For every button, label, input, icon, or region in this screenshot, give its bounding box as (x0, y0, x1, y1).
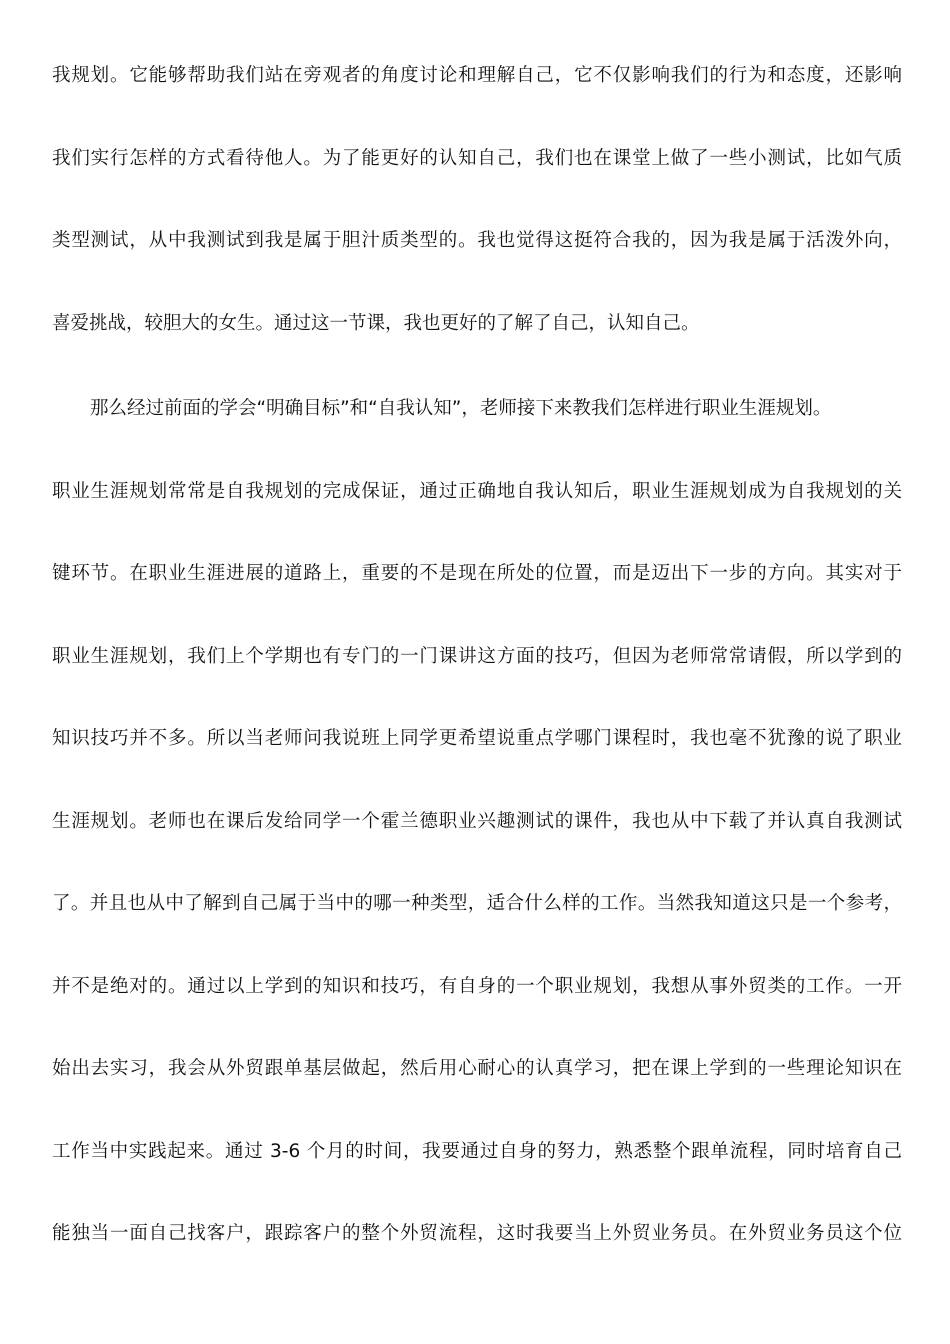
text-line: 能独当一面自己找客户，跟踪客户的整个外贸流程，这时我要当上外贸业务员。在外贸业务员这个位 (52, 1223, 902, 1244)
paragraph-first-line: 那么经过前面的学会“明确目标”和“自我认知”，老师接下来教我们怎样进行职业生涯规划。 (90, 398, 832, 419)
text-line: 我规划。它能够帮助我们站在旁观者的角度讨论和理解自己，它不仅影响我们的行为和态度，还影响 (52, 65, 902, 86)
text-line: 生涯规划。老师也在课后发给同学一个霍兰德职业兴趣测试的课件，我也从中下载了并认真自我测试 (52, 811, 902, 832)
text-line: 并不是绝对的。通过以上学到的知识和技巧，有自身的一个职业规划，我想从事外贸类的工作。一开 (52, 976, 902, 997)
text-line: 始出去实习，我会从外贸跟单基层做起，然后用心耐心的认真学习，把在课上学到的一些理论知识在 (52, 1058, 902, 1079)
text-line: 知识技巧并不多。所以当老师问我说班上同学更希望说重点学哪门课程时，我也毫不犹豫的说了职业 (52, 728, 902, 749)
text-line: 类型测试，从中我测试到我是属于胆汁质类型的。我也觉得这挺符合我的，因为我是属于活泼外向， (52, 230, 902, 251)
text-line: 键环节。在职业生涯进展的道路上，重要的不是现在所处的位置，而是迈出下一步的方向。其实对于 (52, 563, 902, 584)
text-line: 职业生涯规划常常是自我规划的完成保证，通过正确地自我认知后，职业生涯规划成为自我规划的关 (52, 481, 902, 502)
text-line: 工作当中实践起来。通过 3-6 个月的时间，我要通过自身的努力，熟悉整个跟单流程，同时培育自己 (52, 1141, 902, 1162)
text-line: 了。并且也从中了解到自己属于当中的哪一种类型，适合什么样的工作。当然我知道这只是一个参考， (52, 893, 902, 914)
text-line: 喜爱挑战，较胆大的女生。通过这一节课，我也更好的了解了自己，认知自己。 (52, 313, 700, 334)
text-line: 我们实行怎样的方式看待他人。为了能更好的认知自己，我们也在课堂上做了一些小测试，比如气质 (52, 148, 902, 169)
text-line: 职业生涯规划，我们上个学期也有专门的一门课讲这方面的技巧，但因为老师常常请假，所以学到的 (52, 646, 902, 667)
